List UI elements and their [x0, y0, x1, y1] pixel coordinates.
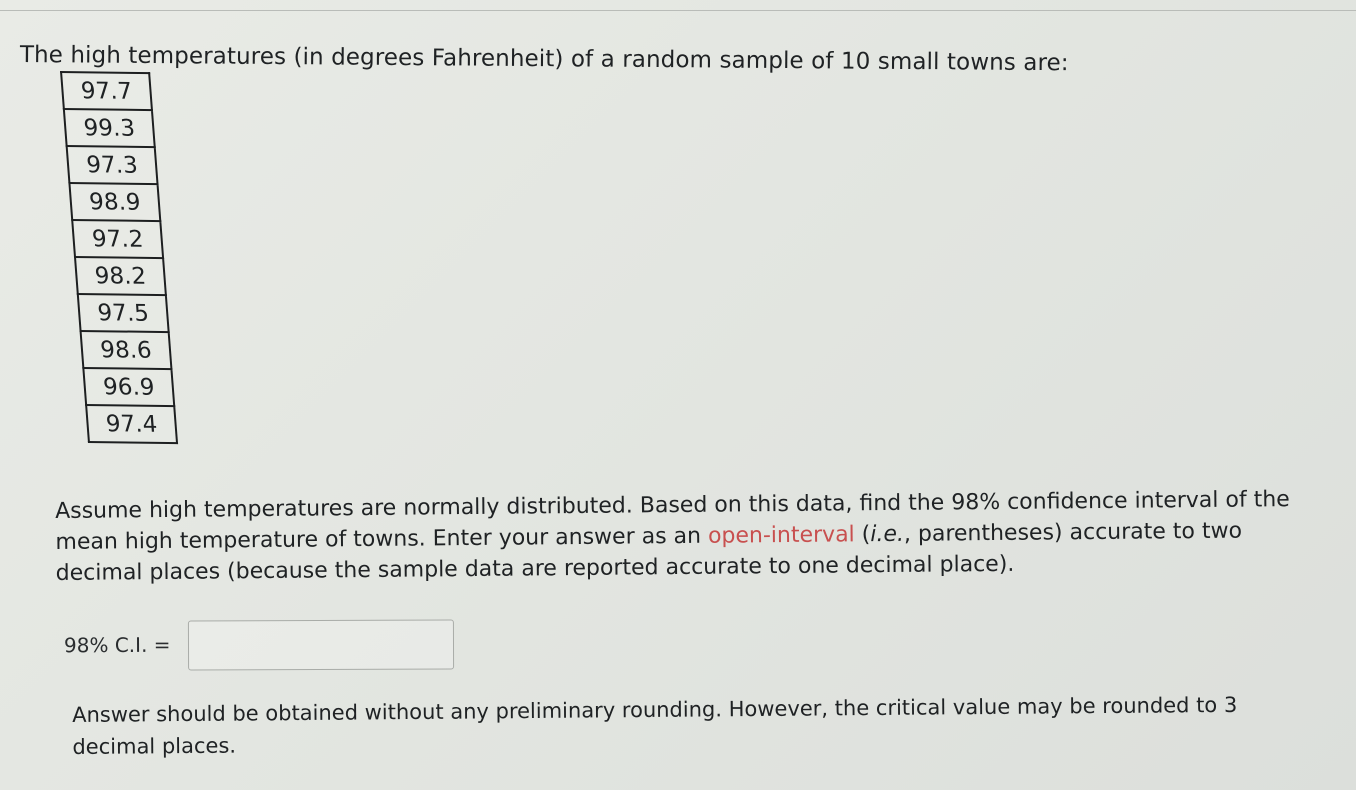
- table-row: [78, 294, 169, 332]
- problem-intro: The high temperatures (in degrees Fahrenheit) of a random sample of 10 small towns are:: [19, 42, 1069, 77]
- table-row: [61, 72, 152, 110]
- question-text: [55, 484, 1296, 589]
- top-divider: [0, 10, 1356, 11]
- table-row: [67, 146, 158, 184]
- table-cell: 97.4: [86, 405, 177, 443]
- table-cell: 96.9: [83, 368, 174, 406]
- table-row: [72, 220, 163, 258]
- table-row: [64, 109, 155, 147]
- table-row: [81, 331, 172, 369]
- table-row: [69, 183, 160, 221]
- table-row: [75, 257, 166, 295]
- table-row: [83, 368, 174, 406]
- question-part-1: Assume high temperatures are normally distributed. Based on this data, find the 98% confidence interval of the mean high temperature of towns. Enter your answer as an: [55, 487, 1290, 555]
- table-cell: 97.2: [72, 220, 163, 258]
- temperature-table: [60, 71, 178, 444]
- table-cell: 97.5: [78, 294, 169, 332]
- open-interval-term: open-interval: [707, 522, 855, 549]
- ci-answer-input[interactable]: [188, 620, 454, 671]
- table-cell: 97.7: [61, 72, 152, 110]
- question-part-3: , parentheses) accurate to two decimal places (because the sample data are reported accurate to one decimal place).: [55, 518, 1243, 586]
- table-cell: 98.2: [75, 257, 166, 295]
- table-cell: 97.3: [67, 146, 158, 184]
- table-cell: 98.6: [81, 331, 172, 369]
- table-cell: 99.3: [64, 109, 155, 147]
- table-row: [86, 405, 177, 443]
- ie-abbreviation: i.e.: [870, 521, 905, 548]
- ci-label: 98% C.I. =: [63, 632, 171, 658]
- question-part-2: (: [854, 522, 871, 548]
- rounding-note: Answer should be obtained without any preliminary rounding. However, the critical value may be rounded to 3 decimal places.: [72, 692, 1238, 759]
- table-cell: 98.9: [69, 183, 160, 221]
